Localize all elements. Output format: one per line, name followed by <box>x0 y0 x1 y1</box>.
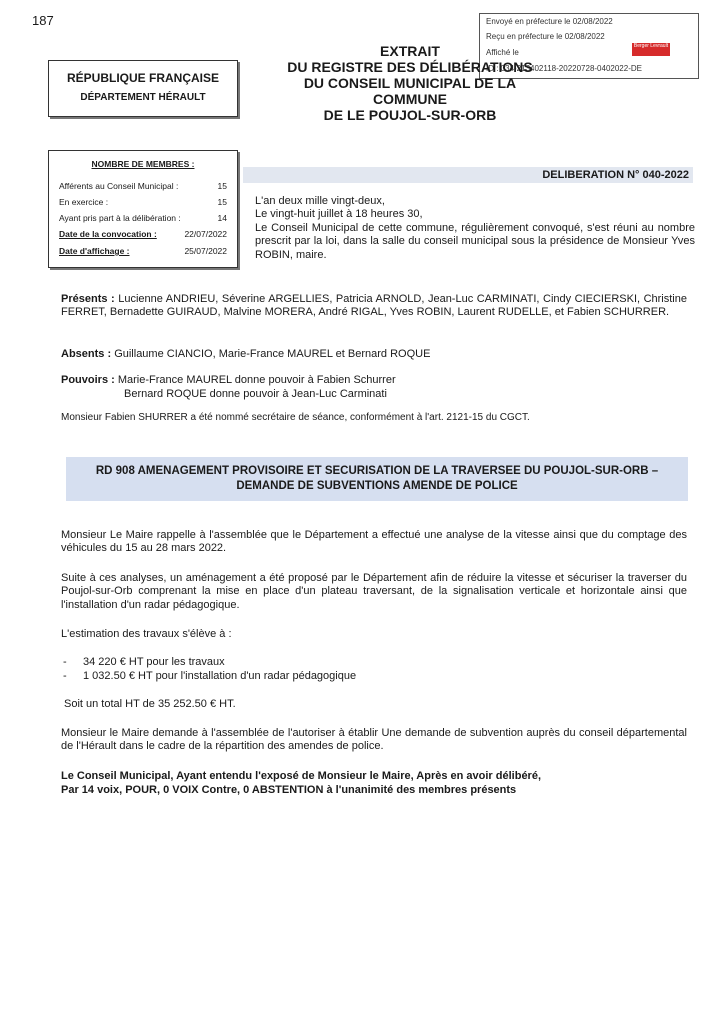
intro-line: L'an deux mille vingt-deux, <box>255 195 385 207</box>
members-row-label: Date d'affichage : <box>59 246 130 256</box>
members-row-label: En exercice : <box>59 197 109 207</box>
members-row-value: 22/07/2022 <box>184 229 227 239</box>
members-row <box>59 229 227 239</box>
members-row-value: 14 <box>217 213 227 223</box>
members-row <box>59 197 227 207</box>
members-row <box>59 181 227 191</box>
presents-list: Lucienne ANDRIEU, Séverine ARGELLIES, Patricia ARNOLD, Jean-Luc CARMINATI, Cindy CIECIERSKI, Christine FERRET, Bernadette GUIRAUD, Malvine MORERA, André RIGAL, Yves ROBIN, Laurent RUDELLE, et Fabien SCHURRER. <box>61 293 687 319</box>
title-line: DE LE POUJOL-SUR-ORB <box>323 107 497 123</box>
body-paragraph: Suite à ces analyses, un aménagement a été proposé par le Département afin de réduire la vitesse et sécuriser la traverser du Poujol-sur-Orb comprenant la mise en place d'un plateau traversant, de la signalisation verticale et horizontale ainsi que l'installation d'un radar pédagogique. <box>61 572 687 611</box>
absents-label: Absents : <box>61 348 112 360</box>
department-label: DÉPARTEMENT HÉRAULT <box>80 92 206 103</box>
republic-label: RÉPUBLIQUE FRANÇAISE <box>66 71 219 85</box>
list-item: - 34 220 € HT pour les travaux <box>63 656 225 668</box>
page-number: 187 <box>32 13 54 28</box>
members-row-value: 15 <box>217 181 227 191</box>
subject-bar <box>66 457 688 501</box>
body-paragraph: Monsieur le Maire demande à l'assemblée de l'autoriser à établir Une demande de subvention auprès du conseil départemental de l'Hérault dans le cadre de la répartition des amendes de police. <box>61 727 687 753</box>
members-title: NOMBRE DE MEMBRES : <box>91 159 195 169</box>
list-item-text: 34 220 € HT pour les travaux <box>83 656 225 668</box>
presents-paragraph <box>61 293 687 320</box>
intro-text <box>255 195 695 262</box>
intro-line: Le vingt-huit juillet à 18 heures 30, <box>255 208 423 221</box>
stamp-received-date: Reçu en préfecture le 02/08/2022 <box>486 32 605 41</box>
deliberation-number: DELIBERATION N° 040-2022 <box>542 169 689 181</box>
title-line: DU REGISTRE DES DÉLIBÉRATIONS <box>287 59 533 75</box>
conclusion-line: Le Conseil Municipal, Ayant entendu l'exposé de Monsieur le Maire, Après en avoir délibéré, <box>61 770 542 782</box>
conclusion-line: Par 14 voix, POUR, 0 VOIX Contre, 0 ABSTENTION à l'unanimité des membres présents <box>61 784 517 796</box>
list-item: - 1 032.50 € HT pour l'installation d'un radar pédagogique <box>63 670 357 682</box>
intro-line: Le Conseil Municipal de cette commune, régulièrement convoqué, s'est réuni au nombre prescrit par la loi, dans la salle du conseil municipal sous la présidence de Monsieur Yves ROBIN, maire. <box>255 221 695 261</box>
document-title <box>250 43 570 123</box>
pouvoir-line: Marie-France MAUREL donne pouvoir à Fabien Schurrer <box>117 374 396 386</box>
members-row-value: 25/07/2022 <box>184 246 227 256</box>
absents-list: Guillaume CIANCIO, Marie-France MAUREL et Bernard ROQUE <box>114 348 431 360</box>
members-box <box>48 150 238 268</box>
members-row <box>59 213 227 223</box>
pouvoir-line-2: Bernard ROQUE donne pouvoir à Jean-Luc Carminati <box>124 388 387 400</box>
body-paragraph: Monsieur Le Maire rappelle à l'assemblée que le Département a effectué une analyse de la vitesse ainsi que du comptage des véhicules du 15 au 28 mars 2022. <box>61 529 687 555</box>
members-row <box>59 246 227 256</box>
republic-box <box>48 60 238 117</box>
stamp-id: ID : 034-213402118-20220728-0402022-DE <box>486 64 642 73</box>
presents-label: Présents : <box>61 293 115 305</box>
list-item-text: 1 032.50 € HT pour l'installation d'un radar pédagogique <box>83 670 357 682</box>
berger-levrault-logo: Berger Levrault <box>632 43 670 56</box>
subject-line: RD 908 AMENAGEMENT PROVISOIRE ET SECURISATION DE LA TRAVERSEE DU POUJOL-SUR-ORB – <box>95 465 659 477</box>
members-row-label: Afférents au Conseil Municipal : <box>59 181 179 191</box>
stamp-posted: Affiché le <box>486 48 519 57</box>
body-paragraph: L'estimation des travaux s'élève à : <box>61 628 232 640</box>
title-line: COMMUNE <box>373 91 447 107</box>
title-line: EXTRAIT <box>380 43 440 59</box>
members-row-value: 15 <box>217 197 227 207</box>
pouvoirs-label: Pouvoirs : <box>61 374 115 386</box>
members-row-label: Ayant pris part à la délibération : <box>59 213 181 223</box>
title-line: DU CONSEIL MUNICIPAL DE LA <box>303 75 517 91</box>
members-row-label: Date de la convocation : <box>59 229 157 239</box>
subject-line: DEMANDE DE SUBVENTIONS AMENDE DE POLICE <box>236 480 518 492</box>
stamp-sent-date: Envoyé en préfecture le 02/08/2022 <box>486 17 613 26</box>
pouvoirs-paragraph <box>61 374 687 387</box>
total-line: Soit un total HT de 35 252.50 € HT. <box>64 698 236 710</box>
deliberation-number-bar <box>243 167 693 183</box>
secretary-note: Monsieur Fabien SHURRER a été nommé secrétaire de séance, conformément à l'art. 2121-15 du CGCT. <box>61 412 530 423</box>
absents-paragraph <box>61 348 687 361</box>
